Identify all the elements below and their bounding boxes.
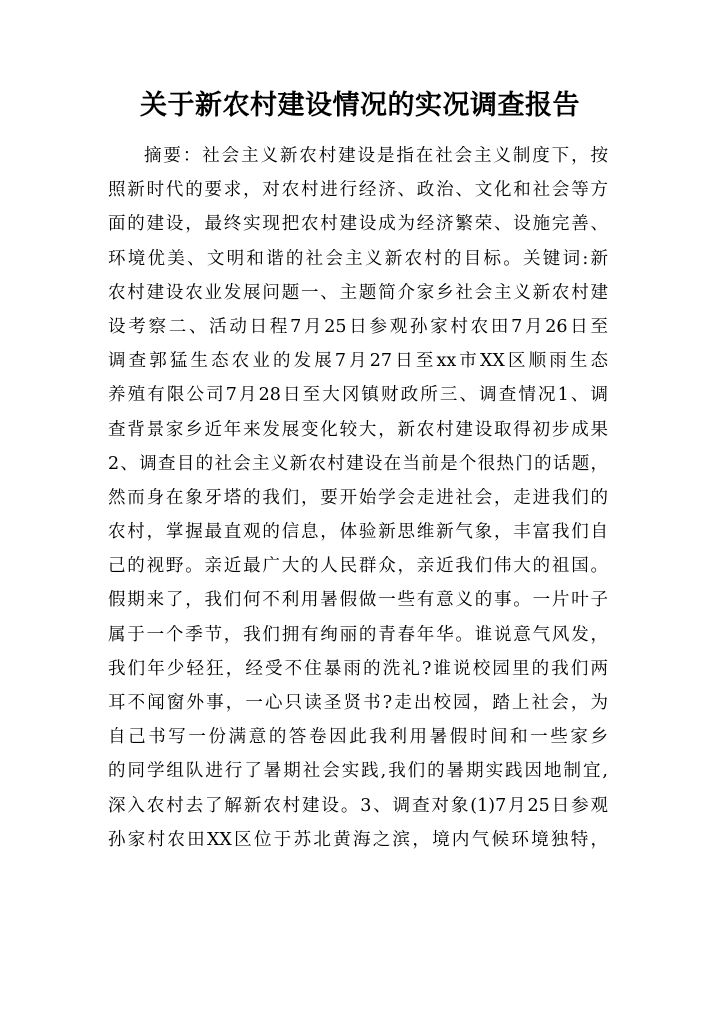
paragraph-line: 我们年少轻狂，经受不住暴雨的洗礼?谁说校园里的我们两 [108, 658, 608, 679]
paragraph-line: 农村，掌握最直观的信息，体验新思维新气象，丰富我们自 [108, 522, 608, 543]
paragraph-line: 查背景家乡近年来发展变化较大，新农村建设取得初步成果 [108, 419, 608, 440]
document-title: 关于新农村建设情况的实况调查报告 [140, 90, 580, 121]
paragraph-line: 深入农村去了解新农村建设。3、调查对象(1)7月25日参观 [108, 795, 608, 816]
paragraph-line: 设考察二、活动日程7月25日参观孙家村农田7月26日至 [108, 316, 608, 337]
paragraph-line: 调查郭猛生态农业的发展7月27日至xx市XX区顺雨生态 [108, 351, 608, 372]
paragraph-line: 假期来了，我们何不利用暑假做一些有意义的事。一片叶子 [108, 590, 608, 611]
paragraph-line: 摘要：社会主义新农村建设是指在社会主义制度下，按 [144, 146, 608, 166]
paragraph-line: 属于一个季节，我们拥有绚丽的青春年华。谁说意气风发， [108, 624, 608, 645]
paragraph-line: 自己书写一份满意的答卷因此我利用暑假时间和一些家乡 [108, 727, 608, 748]
paragraph-line: 面的建设，最终实现把农村建设成为经济繁荣、设施完善、 [108, 214, 608, 235]
paragraph-line: 然而身在象牙塔的我们，要开始学会走进社会，走进我们的 [108, 487, 608, 508]
paragraph-line: 农村建设农业发展问题一、主题简介家乡社会主义新农村建 [108, 282, 608, 303]
paragraph-line: 养殖有限公司7月28日至大冈镇财政所三、调查情况1、调 [108, 385, 608, 406]
paragraph-line: 己的视野。亲近最广大的人民群众，亲近我们伟大的祖国。 [108, 556, 608, 577]
paragraph-line: 孙家村农田XX区位于苏北黄海之滨，境内气候环境独特， [108, 829, 608, 850]
paragraph-line: 2、调查目的社会主义新农村建设在当前是个很热门的话题， [108, 453, 608, 474]
paragraph-line: 环境优美、文明和谐的社会主义新农村的目标。关键词:新 [108, 248, 608, 269]
document-body [108, 139, 608, 857]
paragraph-line: 照新时代的要求，对农村进行经济、政治、文化和社会等方 [108, 180, 608, 201]
paragraph-line: 耳不闻窗外事，一心只读圣贤书?走出校园，踏上社会，为 [108, 693, 608, 713]
paragraph-line: 的同学组队进行了暑期社会实践,我们的暑期实践因地制宜, [108, 761, 608, 782]
